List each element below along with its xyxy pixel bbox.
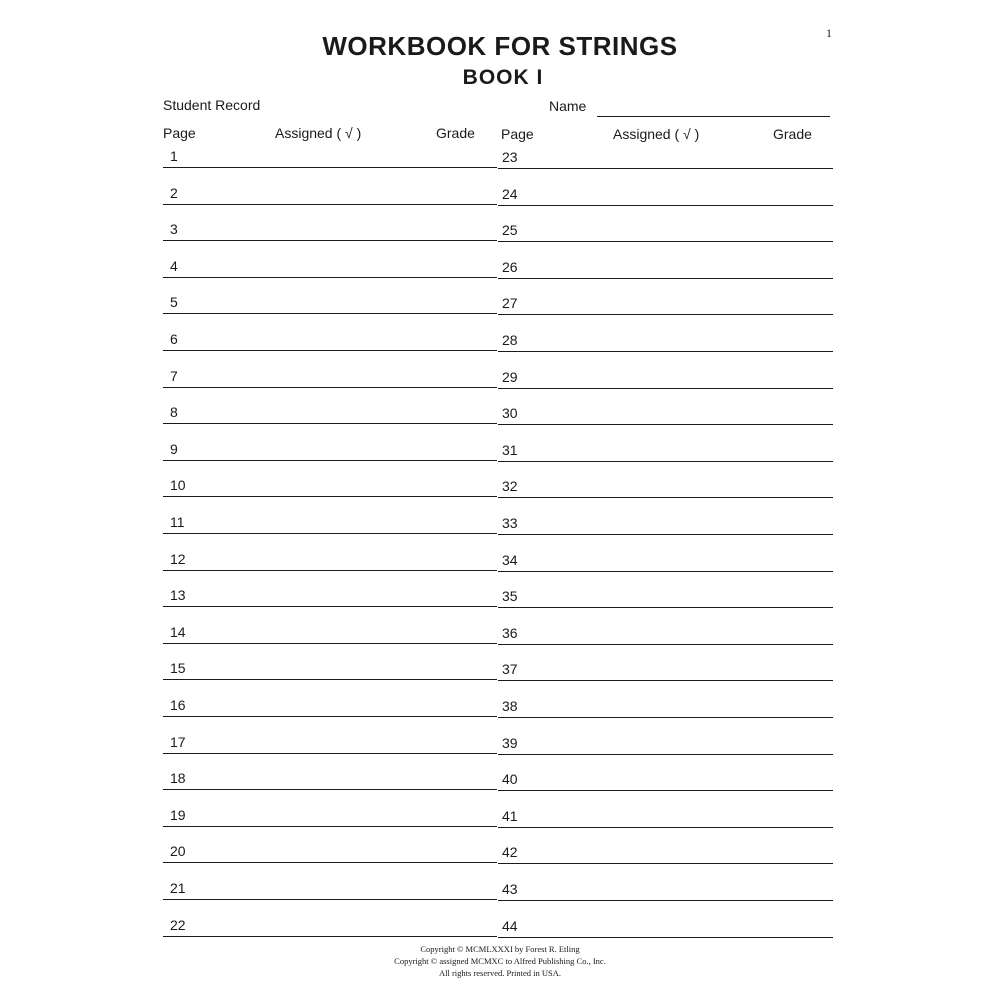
- left-page-header: Page: [163, 125, 196, 141]
- right-page-number: 29: [502, 369, 518, 385]
- row-rule: [163, 936, 497, 937]
- left-page-number: 11: [170, 514, 185, 530]
- left-record-row[interactable]: [163, 841, 497, 863]
- row-rule: [498, 790, 833, 791]
- right-page-number: 23: [502, 149, 518, 165]
- name-label: Name: [549, 98, 587, 114]
- row-rule: [163, 716, 497, 717]
- right-record-row[interactable]: [498, 147, 833, 169]
- row-rule: [163, 350, 497, 351]
- left-page-number: 4: [170, 258, 178, 274]
- row-rule: [163, 423, 497, 424]
- row-rule: [163, 899, 497, 900]
- row-rule: [163, 643, 497, 644]
- left-record-row[interactable]: [163, 146, 497, 168]
- right-record-row[interactable]: [498, 916, 833, 938]
- row-rule: [163, 789, 497, 790]
- right-page-number: 33: [502, 515, 518, 531]
- left-record-row[interactable]: [163, 183, 497, 205]
- row-rule: [498, 607, 833, 608]
- left-page-number: 9: [170, 441, 178, 457]
- row-rule: [498, 205, 833, 206]
- row-rule: [163, 204, 497, 205]
- right-record-row[interactable]: [498, 769, 833, 791]
- student-record-label: Student Record: [163, 97, 261, 113]
- row-rule: [498, 937, 833, 938]
- right-page-number: 36: [502, 625, 518, 641]
- name-field[interactable]: [597, 116, 830, 117]
- left-record-row[interactable]: [163, 329, 497, 351]
- row-rule: [498, 754, 833, 755]
- right-record-row[interactable]: [498, 623, 833, 645]
- left-page-number: 2: [170, 185, 178, 201]
- copyright-line: Copyright © MCMLXXXI by Forest R. Etling: [420, 944, 580, 954]
- left-page-number: 17: [170, 734, 186, 750]
- left-page-number: 7: [170, 368, 178, 384]
- right-page-number: 41: [502, 808, 518, 824]
- row-rule: [498, 534, 833, 535]
- left-record-row[interactable]: [163, 695, 497, 717]
- left-record-row[interactable]: [163, 292, 497, 314]
- left-page-number: 22: [170, 917, 186, 933]
- copyright-notice: [0, 943, 1000, 979]
- left-page-number: 5: [170, 294, 178, 310]
- left-record-row[interactable]: [163, 658, 497, 680]
- left-page-number: 10: [170, 477, 186, 493]
- copyright-line: Copyright © assigned MCMXC to Alfred Publishing Co., Inc.: [394, 956, 606, 966]
- row-rule: [163, 313, 497, 314]
- right-page-number: 30: [502, 405, 518, 421]
- right-page-number: 44: [502, 918, 518, 934]
- right-record-row[interactable]: [498, 586, 833, 608]
- right-page-number: 43: [502, 881, 518, 897]
- right-page-number: 24: [502, 186, 518, 202]
- left-record-row[interactable]: [163, 366, 497, 388]
- row-rule: [498, 644, 833, 645]
- row-rule: [498, 461, 833, 462]
- row-rule: [498, 497, 833, 498]
- right-record-row[interactable]: [498, 220, 833, 242]
- left-page-number: 18: [170, 770, 186, 786]
- right-record-row[interactable]: [498, 403, 833, 425]
- row-rule: [498, 571, 833, 572]
- page-number: 1: [826, 26, 832, 40]
- page-title: WORKBOOK FOR STRINGS: [322, 31, 678, 61]
- row-rule: [498, 388, 833, 389]
- right-page-number: 42: [502, 844, 518, 860]
- left-page-number: 1: [170, 148, 178, 164]
- right-record-row[interactable]: [498, 330, 833, 352]
- right-record-row[interactable]: [498, 806, 833, 828]
- left-page-number: 8: [170, 404, 178, 420]
- right-page-number: 32: [502, 478, 518, 494]
- row-rule: [498, 680, 833, 681]
- row-rule: [498, 241, 833, 242]
- right-page-number: 37: [502, 661, 518, 677]
- page-subtitle: BOOK I: [462, 66, 544, 89]
- left-page-number: 15: [170, 660, 186, 676]
- left-record-row[interactable]: [163, 732, 497, 754]
- right-page-number: 26: [502, 259, 518, 275]
- right-assigned-header: Assigned ( √ ): [613, 126, 700, 142]
- left-page-number: 6: [170, 331, 178, 347]
- row-rule: [163, 240, 497, 241]
- left-record-row[interactable]: [163, 549, 497, 571]
- left-record-row[interactable]: [163, 915, 497, 937]
- left-record-row[interactable]: [163, 439, 497, 461]
- right-page-number: 27: [502, 295, 518, 311]
- right-record-row[interactable]: [498, 879, 833, 901]
- row-rule: [163, 167, 497, 168]
- row-rule: [163, 387, 497, 388]
- left-page-number: 19: [170, 807, 186, 823]
- row-rule: [163, 679, 497, 680]
- right-record-row[interactable]: [498, 257, 833, 279]
- row-rule: [163, 496, 497, 497]
- left-record-row[interactable]: [163, 805, 497, 827]
- right-grade-header: Grade: [773, 126, 812, 142]
- row-rule: [163, 862, 497, 863]
- left-record-row[interactable]: [163, 878, 497, 900]
- row-rule: [163, 533, 497, 534]
- left-record-row[interactable]: [163, 622, 497, 644]
- left-record-row[interactable]: [163, 585, 497, 607]
- row-rule: [498, 717, 833, 718]
- row-rule: [163, 460, 497, 461]
- right-page-number: 34: [502, 552, 518, 568]
- right-page-number: 25: [502, 222, 518, 238]
- right-record-row[interactable]: [498, 513, 833, 535]
- left-page-number: 14: [170, 624, 186, 640]
- right-record-row[interactable]: [498, 696, 833, 718]
- left-page-number: 20: [170, 843, 186, 859]
- right-page-header: Page: [501, 126, 534, 142]
- row-rule: [498, 278, 833, 279]
- left-assigned-header: Assigned ( √ ): [275, 125, 362, 141]
- row-rule: [498, 827, 833, 828]
- right-page-number: 38: [502, 698, 518, 714]
- row-rule: [498, 900, 833, 901]
- right-record-row[interactable]: [498, 293, 833, 315]
- left-record-row[interactable]: [163, 768, 497, 790]
- left-page-number: 3: [170, 221, 178, 237]
- right-page-number: 39: [502, 735, 518, 751]
- right-page-number: 31: [502, 442, 518, 458]
- row-rule: [163, 570, 497, 571]
- right-record-row[interactable]: [498, 659, 833, 681]
- left-record-row[interactable]: [163, 256, 497, 278]
- right-page-number: 35: [502, 588, 518, 604]
- right-record-row[interactable]: [498, 476, 833, 498]
- row-rule: [163, 753, 497, 754]
- left-record-row[interactable]: [163, 219, 497, 241]
- left-page-number: 21: [170, 880, 186, 896]
- left-record-row[interactable]: [163, 475, 497, 497]
- row-rule: [498, 863, 833, 864]
- row-rule: [163, 826, 497, 827]
- right-record-row[interactable]: [498, 440, 833, 462]
- left-page-number: 13: [170, 587, 186, 603]
- right-record-row[interactable]: [498, 550, 833, 572]
- left-record-row[interactable]: [163, 512, 497, 534]
- row-rule: [163, 606, 497, 607]
- right-record-row[interactable]: [498, 842, 833, 864]
- right-record-row[interactable]: [498, 184, 833, 206]
- left-page-number: 12: [170, 551, 186, 567]
- right-record-row[interactable]: [498, 367, 833, 389]
- right-page-number: 28: [502, 332, 518, 348]
- row-rule: [498, 168, 833, 169]
- row-rule: [163, 277, 497, 278]
- right-record-row[interactable]: [498, 733, 833, 755]
- row-rule: [498, 351, 833, 352]
- right-page-number: 40: [502, 771, 518, 787]
- copyright-line: All rights reserved. Printed in USA.: [438, 968, 562, 978]
- left-page-number: 16: [170, 697, 186, 713]
- row-rule: [498, 314, 833, 315]
- left-record-row[interactable]: [163, 402, 497, 424]
- row-rule: [498, 424, 833, 425]
- left-grade-header: Grade: [436, 125, 475, 141]
